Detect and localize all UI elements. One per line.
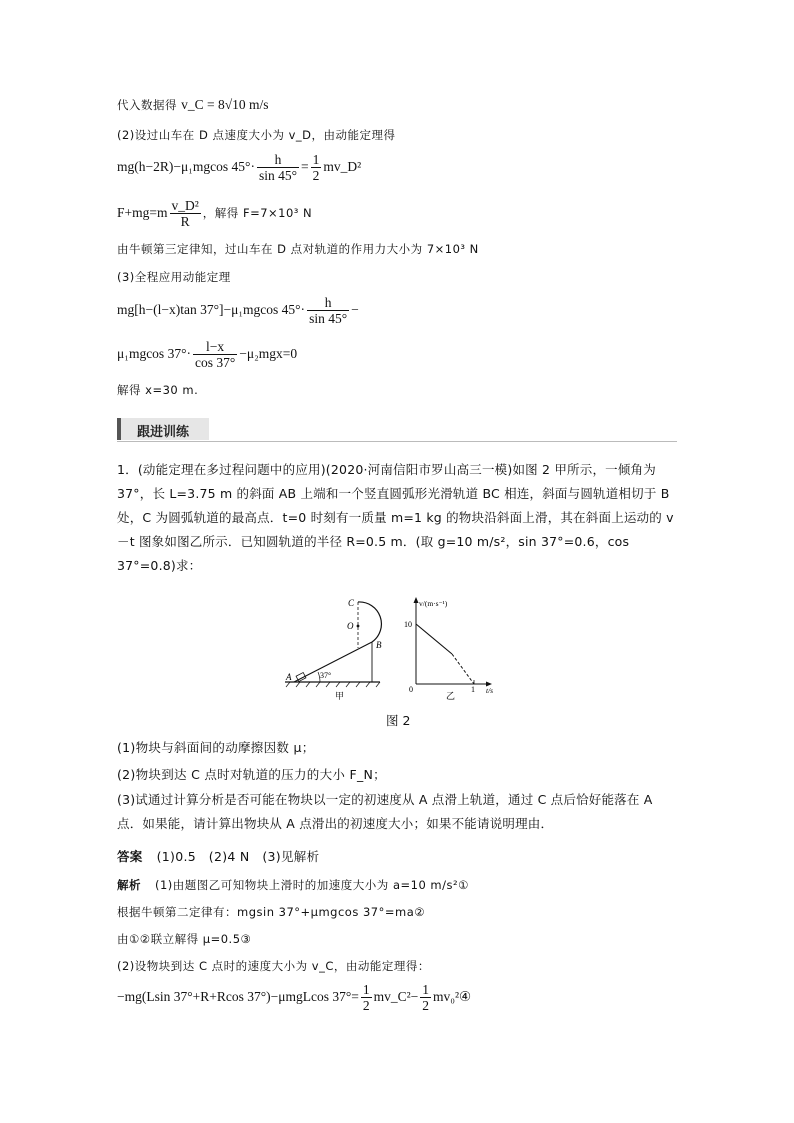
fraction: $\frac{l-x}{\cos 37^\circ}$ (194, 339, 236, 371)
energy-equation-1: mg(h−2R)−μ₁mgcos 45°· $\frac{h}{\sin 45^\circ}$ = $\frac{1}{2}$ mv_D² (117, 152, 362, 184)
section-header (117, 418, 209, 440)
label-o: O (347, 621, 354, 631)
origin-label: 0 (409, 685, 413, 694)
solution-text: 代入数据得 (117, 98, 182, 112)
vt-graph (404, 597, 493, 702)
fraction: $\frac{1}{2}$ (422, 982, 430, 1014)
y-tick: 10 (404, 620, 412, 629)
analysis-label: 解析 (117, 878, 141, 892)
question-1: (1)物块与斜面间的动摩擦因数 μ； (117, 740, 315, 755)
solution-line-6: (3)全程应用动能定理 (117, 270, 231, 284)
solution-line-5: 由牛顿第三定律知，过山车在 D 点对轨道的作用力大小为 7×10³ N (117, 242, 479, 256)
solution-line-9: 解得 x=30 m. (117, 383, 199, 397)
vt-solid-line (416, 624, 452, 654)
label-b: B (376, 640, 382, 650)
energy-equation-2: mg[h−(l−x)tan 37°]−μ₁mgcos 45°· $\frac{h}{\sin 45^\circ}$ − (117, 295, 359, 327)
analysis-equation: −mg(Lsin 37°+R+Rcos 37°)−μmgLcos 37°= $\frac{1}{2}$ mv_C²− $\frac{1}{2}$ mv₀²④ (117, 982, 472, 1014)
question-2: (2)物块到达 C 点时对轨道的压力的大小 F_N； (117, 767, 386, 782)
problem-text: 1．(动能定理在多过程问题中的应用)(2020·河南信阳市罗山高三一模)如图 2 甲所示，一倾角为 37°，长 L=3.75 m 的斜面 AB 上端和一个竖直圆弧形光滑轨道 BC 相连，斜面与圆轨道相切于 B 处，C 为圆弧轨道的最高点．t=0 时刻有一质量 m=1 kg 的物块沿斜面上滑，其在斜面上运动的 v－t 图象如图乙所示．已知圆轨道的半径 R=0.5 m．(取 g=10 m/s²，sin 37°=0.6，cos 37°=0.8)求： (117, 462, 674, 573)
x-tick: 1 (471, 685, 475, 694)
energy-equation-3: μ₁mgcos 37°· $\frac{l-x}{\cos 37^\circ}$ −μ₂mgx=0 (117, 339, 298, 371)
equation-left: mg(h−2R)−μ₁mgcos 45°· (117, 159, 255, 174)
label-right-caption: 乙 (446, 692, 456, 702)
label-c: C (348, 598, 355, 608)
y-axis-label: v/(m·s⁻¹) (419, 599, 448, 608)
analysis-line-1: 解析 (1)由题图乙可知物块上滑时的加速度大小为 a=10 m/s²① (117, 878, 469, 892)
section-divider (117, 441, 677, 442)
velocity-result: v_C = 8√10 m/s (181, 97, 269, 112)
analysis-line-3: 由①②联立解得 μ=0.5③ (117, 932, 252, 946)
fraction: $\frac{\text{v\_D²}}{R}$ (171, 198, 199, 230)
solution-line-1 (117, 96, 269, 114)
answer-line (117, 848, 319, 866)
analysis-line-4: (2)设物块到达 C 点时的速度大小为 v_C，由动能定理得： (117, 959, 430, 973)
label-left-caption: 甲 (335, 692, 345, 702)
section-title: 跟进训练 (137, 425, 190, 440)
figure-2 (280, 596, 510, 711)
label-a: A (286, 672, 292, 682)
force-equation: F+mg=m $\frac{\text{v\_D²}}{R}$ ，解得 F=7×10³ N (117, 198, 313, 230)
analysis-line-2: 根据牛顿第二定律有：mgsin 37°+μmgcos 37°=ma② (117, 905, 426, 919)
answer-text: (1)0.5 (2)4 N (3)见解析 (156, 849, 320, 864)
solution-line-2: (2)设过山车在 D 点速度大小为 v_D，由动能定理得 (117, 128, 396, 142)
question-3: (3)试通过计算分析是否可能在物块以一定的初速度从 A 点滑上轨道，通过 C 点后恰好能落在 A 点．如果能，请计算出物块从 A 点滑出的初速度大小；如果不能请说明理由． (117, 792, 653, 831)
x-axis-label: t/s (486, 686, 494, 695)
fraction: $\frac{h}{\sin 45^\circ}$ (309, 295, 348, 327)
vt-dashed-line (452, 654, 474, 684)
figure-caption: 图 2 (386, 713, 411, 728)
fraction: $\frac{1}{2}$ (362, 982, 370, 1014)
answer-label: 答案 (117, 849, 143, 864)
fraction: $\frac{h}{\sin 45^\circ}$ (258, 152, 297, 184)
incline-diagram (285, 598, 382, 702)
label-angle: 37° (320, 671, 332, 680)
fraction: $\frac{1}{2}$ (312, 152, 320, 184)
